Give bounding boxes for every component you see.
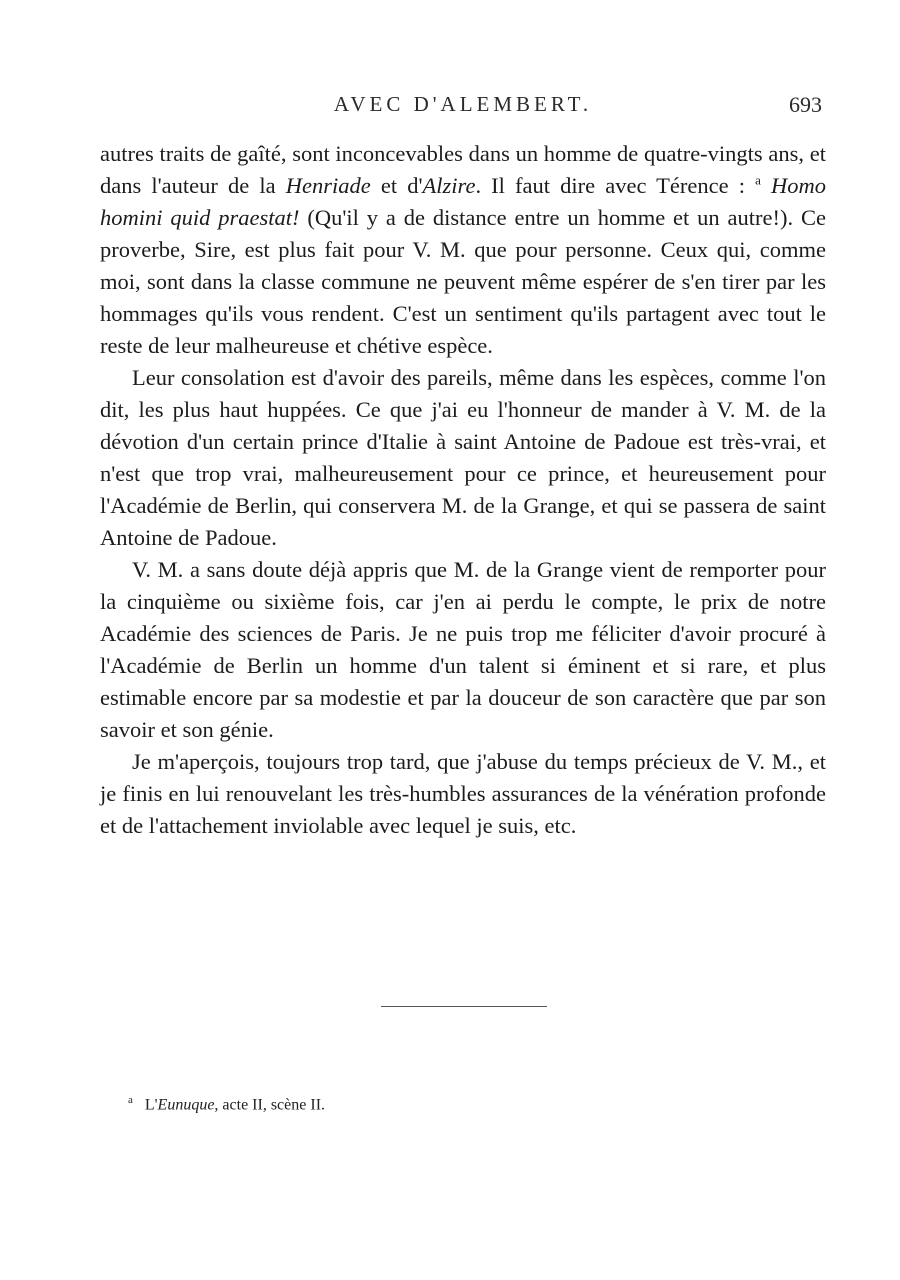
body-text (100, 138, 826, 842)
work-title-alzire: Alzire (422, 173, 476, 198)
paragraph-3: V. M. a sans doute déjà appris que M. de la Grange vient de remporter pour la cinquième ou sixième fois, car j'en ai perdu le compte, le prix de notre Académie des sciences de Paris. Je ne puis trop me féliciter d'avoir procuré à l'Académie de Berlin un homme d'un talent si éminent et si rare, et plus estimable encore par sa modestie et par la douceur de son caractère que par son savoir et son génie. (100, 557, 826, 742)
footnote-suffix: , acte II, scène II. (214, 1096, 326, 1114)
footnote-mark: a (128, 1094, 133, 1106)
work-title-henriade: Henriade (285, 173, 371, 198)
p1-text-3: . Il faut dire avec Térence : (475, 173, 756, 198)
p1-text-2: et d' (370, 173, 423, 198)
end-rule-divider (381, 1006, 547, 1007)
paragraph-2: Leur consolation est d'avoir des pareils, même dans les espèces, comme l'on dit, les plus haut huppées. Ce que j'ai eu l'honneur de mander à V. M. de la dévotion d'un certain prince d'Italie à saint Antoine de Padoue est très-vrai, et n'est que trop vrai, malheureusement pour ce prince, et heureusement pour l'Académie de Berlin, qui conservera M. de la Grange, et qui se passera de saint Antoine de Padoue. (100, 365, 826, 550)
footnote-reference: a (755, 172, 761, 188)
paragraph-4: Je m'aperçois, toujours trop tard, que j'abuse du temps précieux de V. M., et je finis en lui renouvelant les très-humbles assurances de la vénération profonde et de l'attachement inviolable avec lequel je suis, etc. (100, 749, 826, 838)
footnote (128, 1094, 325, 1114)
running-title: AVEC D'ALEMBERT. (333, 92, 593, 116)
latin-quote: Homo homini quid praestat! (100, 173, 827, 230)
p1-text-1: autres traits de gaîté, sont inconcevables dans un homme de quatre-vingts ans, et dans l'auteur de la (100, 141, 826, 198)
footnote-work-title: Eunuque (157, 1096, 215, 1114)
page-number: 693 (789, 92, 822, 117)
p1-text-4: (Qu'il y a de distance entre un homme et un autre!). Ce proverbe, Sire, est plus fait pour V. M. que pour personne. Ceux qui, comme moi, sont dans la classe commune ne peuvent même espérer de s'en tirer par les hommages qu'ils vous rendent. C'est un sentiment qu'ils partagent avec tout le reste de leur malheureuse et chétive espèce. (100, 205, 826, 358)
paragraph-1 (100, 138, 826, 362)
running-head (100, 92, 826, 128)
footnote-prefix: L' (144, 1096, 158, 1114)
